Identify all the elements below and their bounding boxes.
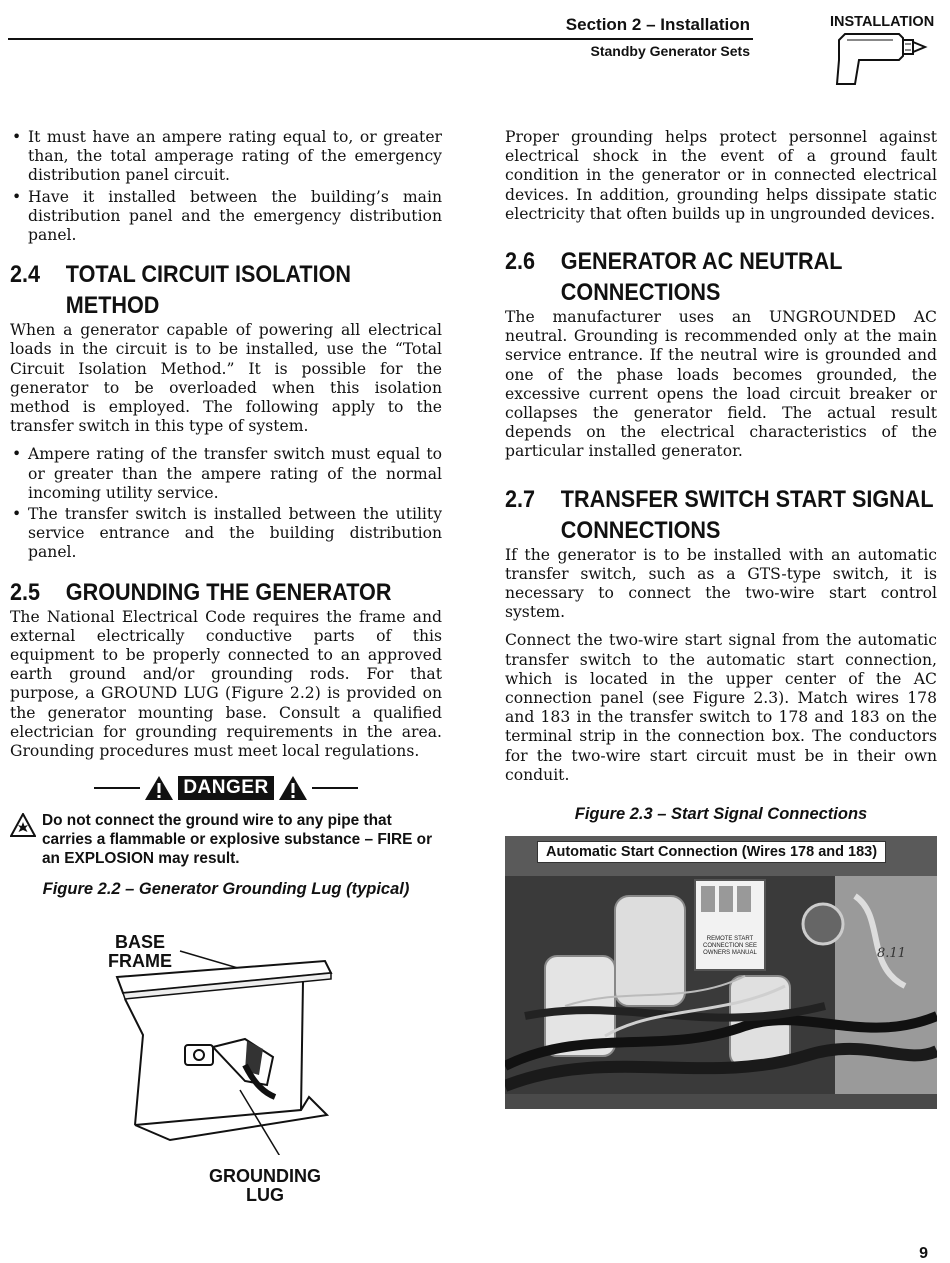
figure-2-3-photo [505, 836, 937, 1109]
section-2-7-paragraph-1: If the generator is to be installed with an automatic transfer switch, such as a GTS-type switch, it is necessary to connect the two-wire start control system. [505, 545, 937, 622]
divider [312, 787, 358, 789]
figure-2-3-caption: Figure 2.3 – Start Signal Connections [574, 805, 868, 824]
decal-line: CONNECTION SEE [702, 943, 757, 950]
grounding-lug-drawing [95, 925, 345, 1155]
section-number: 2.6 [505, 248, 536, 276]
left-column [10, 128, 442, 899]
divider [94, 787, 140, 789]
section-number: 2.7 [505, 485, 536, 513]
figure-2-2-caption: Figure 2.2 – Generator Grounding Lug (typical) [42, 880, 410, 899]
decal-line: OWNERS MANUAL [703, 950, 757, 957]
section-title: TOTAL CIRCUIT ISOLATION METHOD [65, 261, 351, 320]
danger-banner [10, 775, 442, 801]
label-line: FRAME [108, 951, 172, 971]
section-title: GROUNDING THE GENERATOR [65, 578, 392, 606]
section-title: GENERATOR AC NEUTRAL CONNECTIONS [560, 248, 843, 307]
remote-start-decal [701, 936, 759, 957]
section-2-4-paragraph: When a generator capable of powering all electrical loads in the circuit is to be installed, use the “Total Circuit Isolation Method.” It is possible for the generator to be overloaded when this isolation method is employed. The following apply to the transfer switch in this type of system. [10, 321, 442, 436]
section-2-6-paragraph: The manufacturer uses an UNGROUNDED AC neutral. Grounding is recommended only at the main service entrance. If the neutral wire is grounded and one of the phase loads becomes grounded, the excessive current opens the load circuit breaker or collapses the generator field. The actual result depends on the electrical characteristics of the particular installed generator. [505, 308, 937, 461]
bullet-list-top [10, 128, 442, 245]
list-item: • Have it installed between the building’s main distribution panel and the emergency distribution panel. [10, 188, 442, 246]
section-number: 2.4 [10, 261, 41, 289]
label-line: BASE [114, 932, 165, 952]
installation-badge: INSTALLATION [830, 14, 935, 30]
right-column [505, 128, 937, 1109]
section-number: 2.5 [10, 578, 41, 606]
start-signal-photo [505, 836, 937, 1109]
explosion-hazard-icon [10, 813, 36, 837]
label-line: GROUNDING [209, 1166, 321, 1186]
page-number: 9 [919, 1245, 928, 1262]
list-item: • Ampere rating of the transfer switch must equal to or greater than the ampere rating of the normal incoming utility service. [10, 445, 442, 503]
header-subtitle: Standby Generator Sets [590, 43, 750, 59]
danger-text: Do not connect the ground wire to any pipe that carries a flammable or explosive substance – FIRE or an EXPLOSION may result. [42, 812, 433, 868]
section-title: TRANSFER SWITCH START SIGNAL CONNECTIONS [560, 485, 934, 544]
automatic-start-connection-label: Automatic Start Connection (Wires 178 and 183) [537, 841, 886, 863]
section-2-6-heading [505, 246, 937, 308]
section-2-4-heading [10, 259, 442, 321]
bullet-list-2-4 [10, 445, 442, 562]
list-item: • It must have an ampere rating equal to, or greater than, the total amperage rating of the emergency distribution panel circuit. [10, 128, 442, 186]
decal-line: REMOTE START [706, 936, 754, 943]
label-line: LUG [246, 1185, 284, 1205]
section-2-7-heading [505, 484, 937, 546]
list-item: • The transfer switch is installed between the utility service entrance and the building distribution panel. [10, 505, 442, 563]
danger-message [10, 811, 442, 868]
section-2-5-heading [10, 577, 442, 608]
danger-label: DANGER [178, 776, 273, 800]
warning-triangle-icon [144, 775, 174, 801]
grounding-intro-paragraph: Proper grounding helps protect personnel against electrical shock in the event of a ground fault condition in the generator or in connected electrical devices. In addition, grounding helps dissipate static electricity that often builds up in ungrounded devices. [505, 128, 937, 223]
handwritten-note: 8.11 [877, 946, 906, 962]
section-2-7-paragraph-2: Connect the two-wire start signal from the automatic transfer switch to the automatic start connection, which is located in the upper center of the AC connection panel (see Figure 2.3). Match wires 178 and 183 in the transfer switch to 178 and 183 on the terminal strip in the connection box. The conductors for the two-wire start circuit must be in their own conduit. [505, 631, 937, 784]
header-section-title: Section 2 – Installation [565, 15, 750, 34]
header-rule [8, 38, 753, 40]
drill-icon [833, 30, 929, 86]
warning-triangle-icon [278, 775, 308, 801]
section-2-5-paragraph: The National Electrical Code requires the frame and external electrically conductive parts of this equipment to be properly connected to an approved earth ground and/or grounding rods. For that purpose, a GROUND LUG (Figure 2.2) is provided on the generator mounting base. Consult a qualified electrician for grounding requirements in the area. Grounding procedures must meet local regulations. [10, 607, 442, 761]
grounding-lug-label [200, 1167, 330, 1205]
